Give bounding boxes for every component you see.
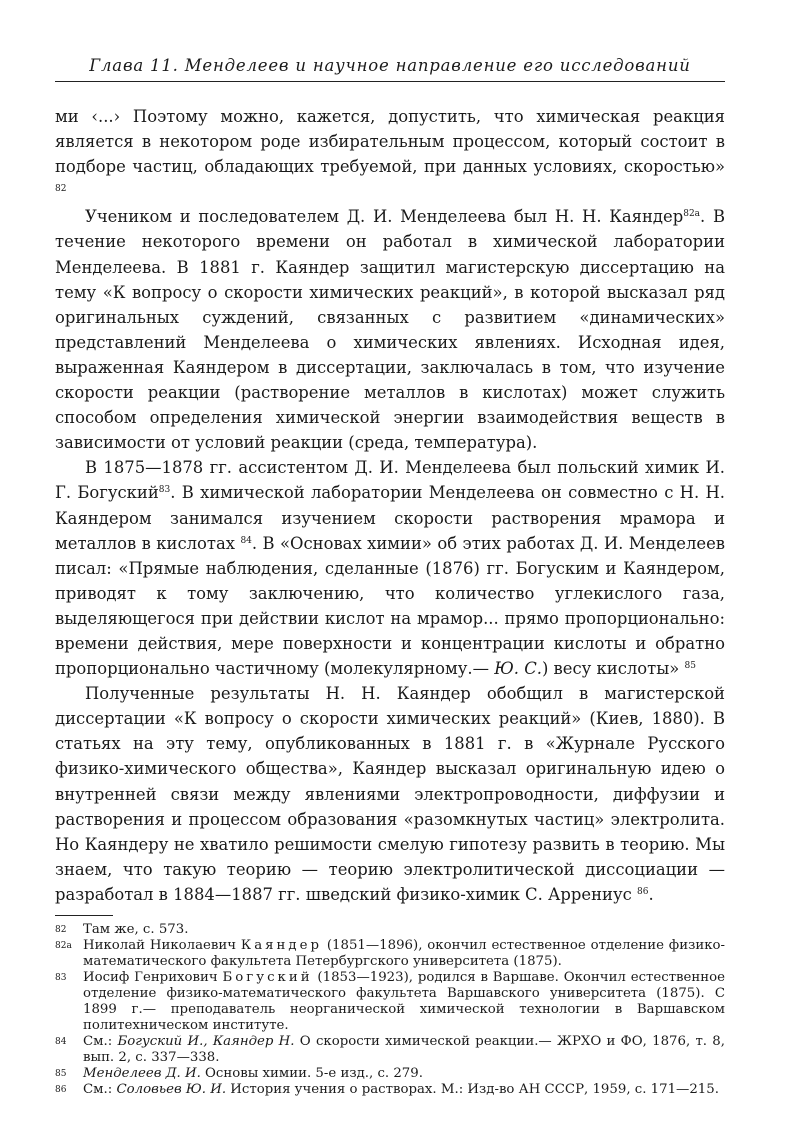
- footnote-text: (1853—1923), родился в Варшаве. Окончил естественное отделение физико-математического факультета Варшавского университета (1875). С 1899 г.— преподаватель неорганической химической технологии в Варшавском политехническом институте.: [83, 970, 726, 1033]
- footnote-ref[interactable]: 85: [684, 661, 696, 672]
- footnotes: [55, 922, 725, 1098]
- paragraph-text: . В «Основах химии» об этих работах Д. И. Менделеев писал: «Прямые наблюдения, сделанные (1876) гг. Богуским и Каяндером, приводят к тому заключению, что количество углекислого газа, выделяющегося при действии кислот на мрамор... прямо пропорционально: времени действия, мере поверхности и концентрации кислоты и обратно пропорционально частичному (молекулярному.—: [55, 533, 725, 679]
- footnote-86: [55, 1082, 725, 1098]
- paragraph-3: [55, 455, 725, 681]
- footnote-text: (1851—1896), окончил естественное отделение физико-математического факультета Петербургского университета (1875).: [83, 938, 725, 969]
- footnote-text: Основы химии. 5-е изд., с. 279.: [200, 1066, 423, 1081]
- paragraph-text: . В химической лаборатории Менделеева он совместно с Н. Н. Каяндером занимался изучением скорости растворения мрамора и металлов в кислотах: [55, 483, 725, 553]
- paragraph-text: ми ‹...› Поэтому можно, кажется, допустить, что химическая реакция является в некотором роде избирательным процессом, который состоит в подборе частиц, обладающих требуемой, при данных условиях, скоростью»: [55, 107, 725, 177]
- author-names: Богуский И., Каяндер Н.: [117, 1034, 295, 1049]
- footnote-82a: [55, 938, 725, 970]
- footnote-number: 86: [55, 1085, 67, 1095]
- footnote-text: Там же, с. 573.: [83, 922, 189, 937]
- footnote-82: [55, 922, 725, 938]
- footnote-text: История учения о растворах. М.: Изд-во АН СССР, 1959, с. 171—215.: [226, 1082, 719, 1097]
- person-name: Каяндер: [240, 938, 322, 953]
- footnote-number: 83: [55, 973, 67, 983]
- paragraph-text: ) весу кислоты»: [541, 659, 680, 679]
- paragraph-text: Учеником и последователем Д. И. Менделеева был Н. Н. Каяндер: [85, 207, 684, 227]
- footnote-83: [55, 970, 725, 1034]
- footnote-text: О скорости химической реакции.— ЖРХО и ФО, 1876, т. 8, вып. 2, с. 337—338.: [83, 1034, 725, 1065]
- person-name: Богуский: [222, 970, 313, 985]
- author-names: Менделеев Д. И.: [83, 1066, 201, 1081]
- footnote-number: 82: [55, 925, 67, 935]
- footnote-85: [55, 1066, 725, 1082]
- footnote-text: См.:: [83, 1034, 118, 1049]
- paragraph-1: [55, 104, 725, 204]
- paragraph-4: Полученные результаты Н. Н. Каяндер обобщил в магистерской диссертации «К вопросу о скорости химических реакций» (Киев, 1880). В статьях на эту тему, опубликованных в 1881 г. в «Журнале Русского физико-химического общества», Каяндер высказал оригинальную идею о внутренней связи между явлениями электропроводности, диффузии и растворения и процессом образования «разомкнутых частиц» электролита. Но Каяндеру не хватило решимости смелую гипотезу развить в теорию. Мы знаем, что такую теорию — теорию электролитической диссоциации — разработал в 1884—1887 гг. шведский физико-химик С. Аррениус $^{86}$.: [55, 684, 725, 904]
- footnote-ref[interactable]: 86: [636, 886, 649, 897]
- paragraph-text: В 1875—1878 гг. ассистентом Д. И. Менделеева был польский химик И. Г. Богуский: [55, 458, 725, 503]
- paragraph-text: . В течение некоторого времени он работал в химической лаборатории Менделеева. В 1881 г. Каяндер защитил магистерскую диссертацию на тему «К вопросу о скорости химических реакций», в которой высказал ряд оригинальных суждений, связанных с развитием «динамических» представлений Менделеева о химических явлениях. Исходная идея, выраженная Каяндером в диссертации, заключалась в том, что изучение скорости реакции (растворение металлов в кислотах) может служить способом определения химической энергии взаимодействия веществ в зависимости от условий реакции (среда, температура).: [55, 207, 725, 453]
- footnote-text: Николай Николаевич: [83, 938, 241, 953]
- paragraph-2: [55, 204, 725, 455]
- footnote-number: 85: [55, 1069, 67, 1079]
- footnote-number: 82а: [55, 941, 72, 951]
- footnote-ref[interactable]: 82а: [683, 209, 701, 220]
- editor-initials: Ю. С.: [494, 659, 542, 679]
- footnote-text: Иосиф Генрихович: [83, 970, 223, 985]
- main-text: [55, 104, 725, 907]
- footnote-number: 84: [55, 1037, 67, 1047]
- footnote-divider: [55, 915, 113, 916]
- book-page: [55, 56, 725, 1098]
- paragraph-text: Полученные результаты Н. Н. Каяндер обобщил в магистерской диссертации «К вопросу о скорости химических реакций» (Киев, 1880). В статьях на эту тему, опубликованных в 1881 г. в «Журнале Русского физико-химического общества», Каяндер высказал оригинальную идею о внутренней связи между явлениями электропроводности, диффузии и растворения и процессом образования «разомкнутых частиц» электролита. Но Каяндеру не хватило решимости смелую гипотезу развить в теорию. Мы знаем, что такую теорию — теорию электролитической диссоциации — разработал в 1884—1887 гг. шведский физико-химик С. Аррениус: [55, 684, 725, 904]
- running-header: Глава 11. Менделеев и научное направление его исследований: [55, 56, 725, 82]
- footnote-ref[interactable]: 84: [240, 535, 252, 546]
- footnote-ref[interactable]: 82: [55, 184, 67, 195]
- author-names: Соловьев Ю. И.: [116, 1082, 227, 1097]
- footnote-84: [55, 1034, 725, 1066]
- footnote-text: См.:: [83, 1082, 117, 1097]
- footnote-ref[interactable]: 83: [158, 485, 171, 496]
